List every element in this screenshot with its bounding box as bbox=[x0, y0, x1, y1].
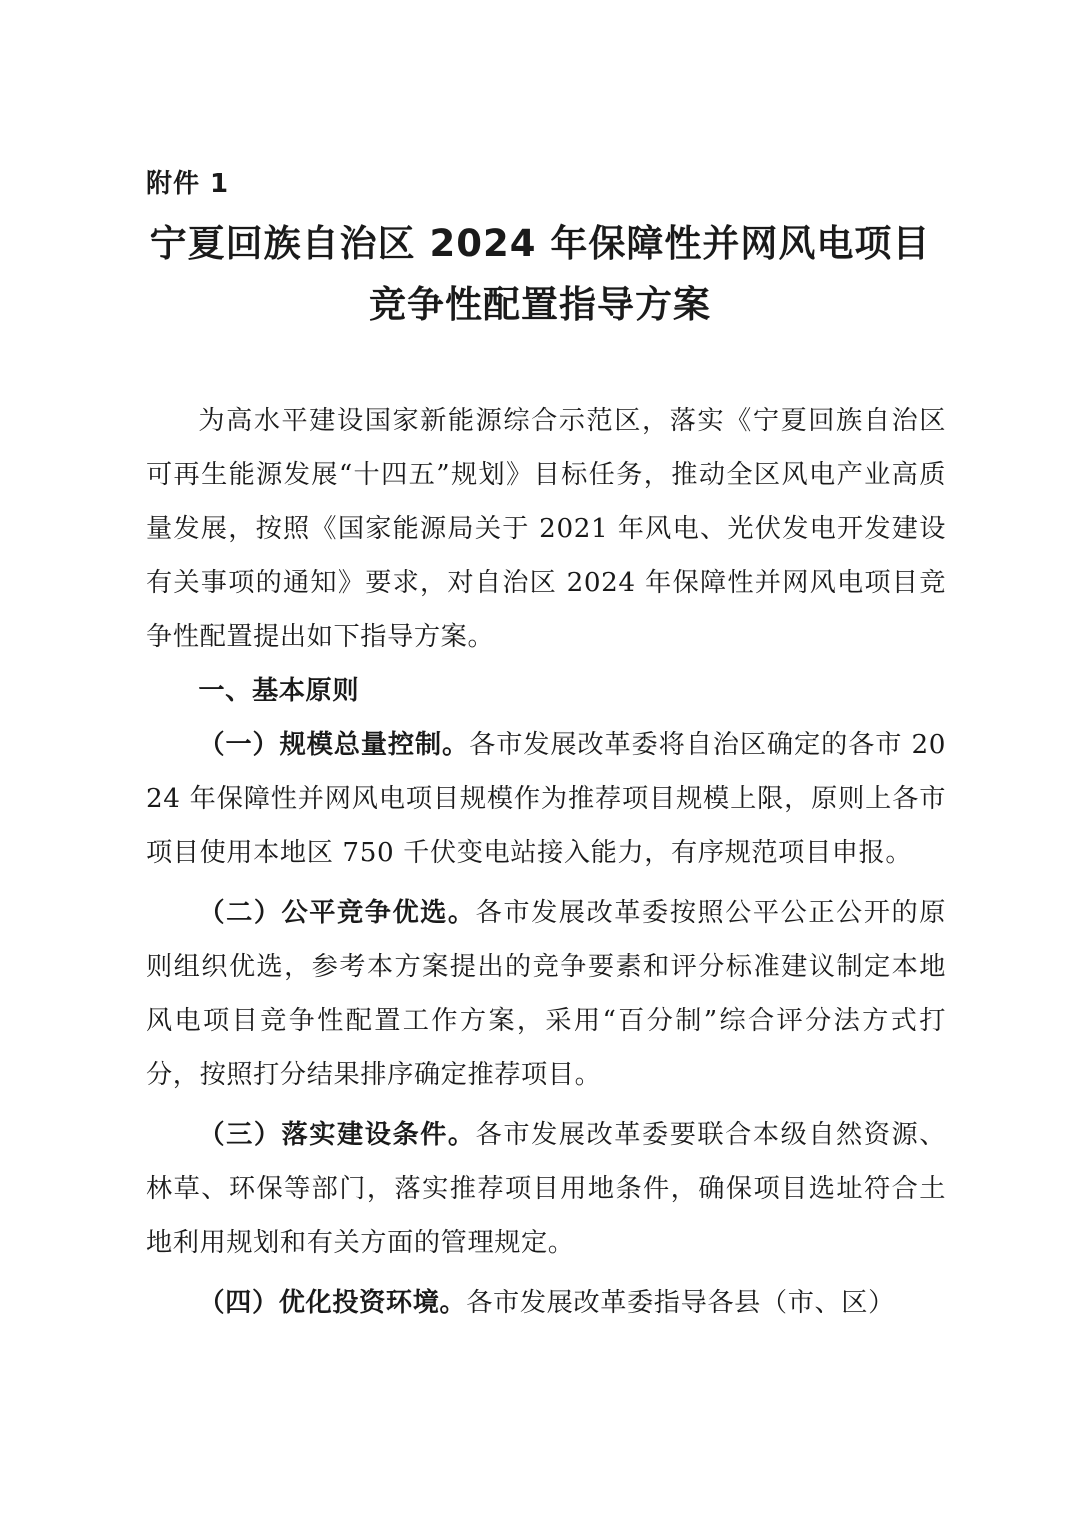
document-body bbox=[146, 394, 946, 1330]
document-title-line-2: 竞争性配置指导方案 bbox=[369, 283, 711, 326]
principle-item-1 bbox=[146, 718, 946, 880]
principle-item-2 bbox=[146, 886, 946, 1102]
principle-item-2-text: 各市发展改革委按照公平公正公开的原则组织优选，参考本方案提出的竞争要素和评分标准建议制定本地风电项目竞争性配置工作方案，采用“百分制”综合评分法方式打分，按照打分结果排序确定推荐项目。 bbox=[146, 898, 947, 1090]
principle-item-2-lead: （二）公平竞争优选。 bbox=[198, 897, 476, 928]
principle-item-3 bbox=[146, 1108, 946, 1270]
principle-item-3-text: 各市发展改革委要联合本级自然资源、林草、环保等部门，落实推荐项目用地条件，确保项目选址符合土地利用规划和有关方面的管理规定。 bbox=[146, 1120, 947, 1258]
principle-item-3-lead: （三）落实建设条件。 bbox=[198, 1119, 476, 1150]
principle-item-1-lead: （一）规模总量控制。 bbox=[198, 729, 470, 760]
document-title-line-1: 宁夏回族自治区 2024 年保障性并网风电项目 bbox=[149, 222, 931, 265]
attachment-label: 附件 1 bbox=[146, 169, 230, 199]
intro-paragraph: 为高水平建设国家新能源综合示范区，落实《宁夏回族自治区可再生能源发展“十四五”规划》目标任务，推动全区风电产业高质量发展，按照《国家能源局关于 2021 年风电、光伏发电开发建设有关事项的通知》要求，对自治区 2024 年保障性并网风电项目竞争性配置提出如下指导方案。 bbox=[146, 406, 946, 652]
principle-item-4-text: 各市发展改革委指导各县（市、区） bbox=[466, 1288, 895, 1318]
principle-item-4-lead: （四）优化投资环境。 bbox=[198, 1287, 467, 1318]
principle-item-1-text: 各市发展改革委将自治区确定的各市 2024 年保障性并网风电项目规模作为推荐项目规模上限，原则上各市项目使用本地区 750 千伏变电站接入能力，有序规范项目申报。 bbox=[146, 730, 947, 868]
principle-item-4 bbox=[146, 1276, 946, 1330]
section-heading-basic-principles: 一、基本原则 bbox=[198, 676, 360, 706]
